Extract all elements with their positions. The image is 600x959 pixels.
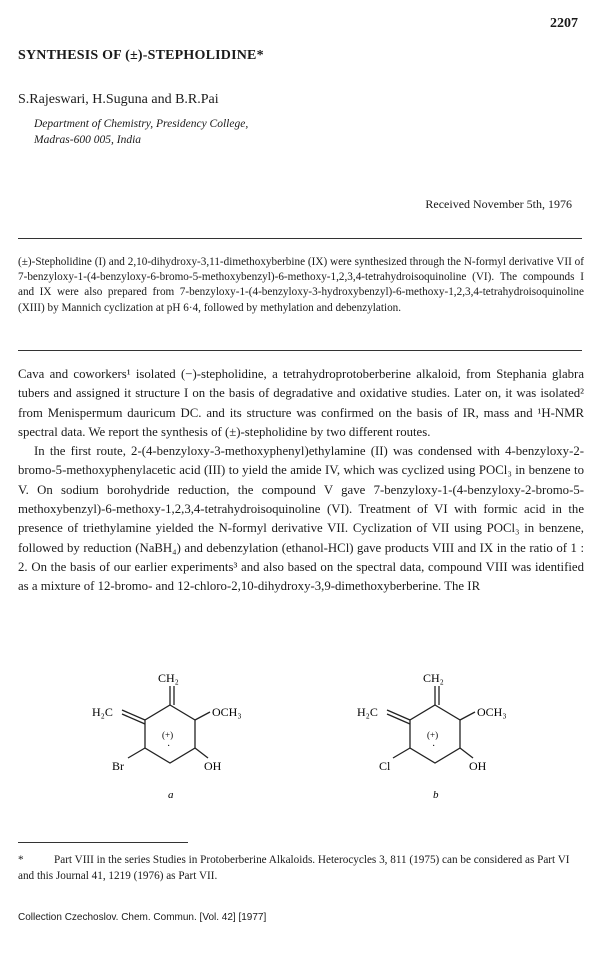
abstract: (±)-Stepholidine (I) and 2,10-dihydroxy-3,11-dimethoxyberbine (IX) were synthesized through the N-formyl derivative VII of 7-benzyloxy-1-(4-benzyloxy-6-bromo-5-methoxybenzyl)-6-methoxy-1,2,3,4-tetrahydroisoquinoline (VI). The compounds I and IX were also prepared from 7-benzyloxy-1-(4-benzyloxy-3-hydroxybenzyl)-6-methoxy-1,2,3,4-tetrahydroisoquinoline (XIII) by Mannich cyclization at pH 6·4, followed by methylation and debenzylation. xyxy=(18,256,584,314)
struct-a-och3: OCH₃ xyxy=(212,705,242,719)
struct-b-cl: Cl xyxy=(379,759,391,773)
struct-a-label: a xyxy=(168,789,174,801)
struct-a-br: Br xyxy=(112,759,124,773)
struct-a-oh: OH xyxy=(204,759,222,773)
struct-b-dot: · xyxy=(432,741,436,752)
abstract-bottom-rule xyxy=(18,350,582,351)
footnote-text: Part VIII in the series Studies in Protoberberine Alkaloids. Heterocycles 3, 811 (1975) can be considered as Part VI and this Journal 41, 1219 (1976) as Part VII. xyxy=(18,854,570,882)
struct-b-charge: (+) xyxy=(427,730,439,740)
body-paragraph-2: In the first route, 2-(4-benzyloxy-3-methoxyphenyl)ethylamine (II) was condensed with 4-benzyloxy-2-bromo-5-methoxyphenylacetic acid (III) to yield the amide IV, which was cyclized using POCl₃ in benzene to V. On sodium borohydride reduction, the compound V gave 7-benzyloxy-1-(4-benzyloxy-2-bromo-5-methoxybenzyl)-6-methoxy-1,2,3,4-tetrahydroisoquinoline (VI). Treatment of VI with formic acid in the presence of triethylamine yielded the N-formyl derivative VII. Cyclization of VII using POCl₃ in benzene, followed by reduction (NaBH₄) and debenzylation (ethanol-HCl) gave products VIII and IX in the ratio of 1 : 2. On the basis of our earlier experiments³ and also based on the spectral data, compound VIII was identified as a mixture of 12-bromo- and 12-chloro-2,10-dihydroxy-3,9-dimethoxyberberine. The IR xyxy=(18,444,584,594)
body-paragraph-1: Cava and coworkers¹ isolated (−)-stepholidine, a tetrahydroprotoberberine alkaloid, from Stephania glabra tubers and assigned it structure I on the basis of degradative and oxidative studies. Later on, it was isolated² from Menispermum dauricum DC. and its structure was confirmed on the basis of IR, mass and ¹H-NMR spectral data. We report the synthesis of (±)-stepholidine by two different routes. xyxy=(18,367,584,439)
structure-a xyxy=(80,660,280,830)
article-title: SYNTHESIS OF (±)-STEPHOLIDINE* xyxy=(18,48,264,63)
struct-a-h2c: H₂C xyxy=(92,705,113,719)
struct-b-och3: OCH₃ xyxy=(477,705,507,719)
affiliation-line-2: Madras-600 005, India xyxy=(34,134,142,146)
footnote-rule xyxy=(18,842,188,843)
struct-b-label: b xyxy=(433,789,439,801)
struct-a-dot: · xyxy=(167,741,171,752)
struct-b-oh: OH xyxy=(469,759,487,773)
received-date: Received November 5th, 1976 xyxy=(425,197,572,211)
affiliation-line-1: Department of Chemistry, Presidency College, xyxy=(34,118,249,130)
abstract-top-rule xyxy=(18,238,582,239)
journal-citation: Collection Czechoslov. Chem. Commun. [Vol. 42] [1977] xyxy=(18,912,267,923)
footnote-mark: * xyxy=(18,854,24,866)
page-number: 2207 xyxy=(550,16,578,31)
struct-a-charge: (+) xyxy=(162,730,174,740)
affiliation xyxy=(34,116,248,148)
struct-b-h2c: H₂C xyxy=(357,705,378,719)
footnote xyxy=(18,852,584,884)
body-text xyxy=(18,365,584,597)
struct-b-ch2: CH₂ xyxy=(423,671,444,685)
authors: S.Rajeswari, H.Suguna and B.R.Pai xyxy=(18,92,219,107)
struct-a-ch2: CH₂ xyxy=(158,671,179,685)
structure-b xyxy=(345,660,545,830)
